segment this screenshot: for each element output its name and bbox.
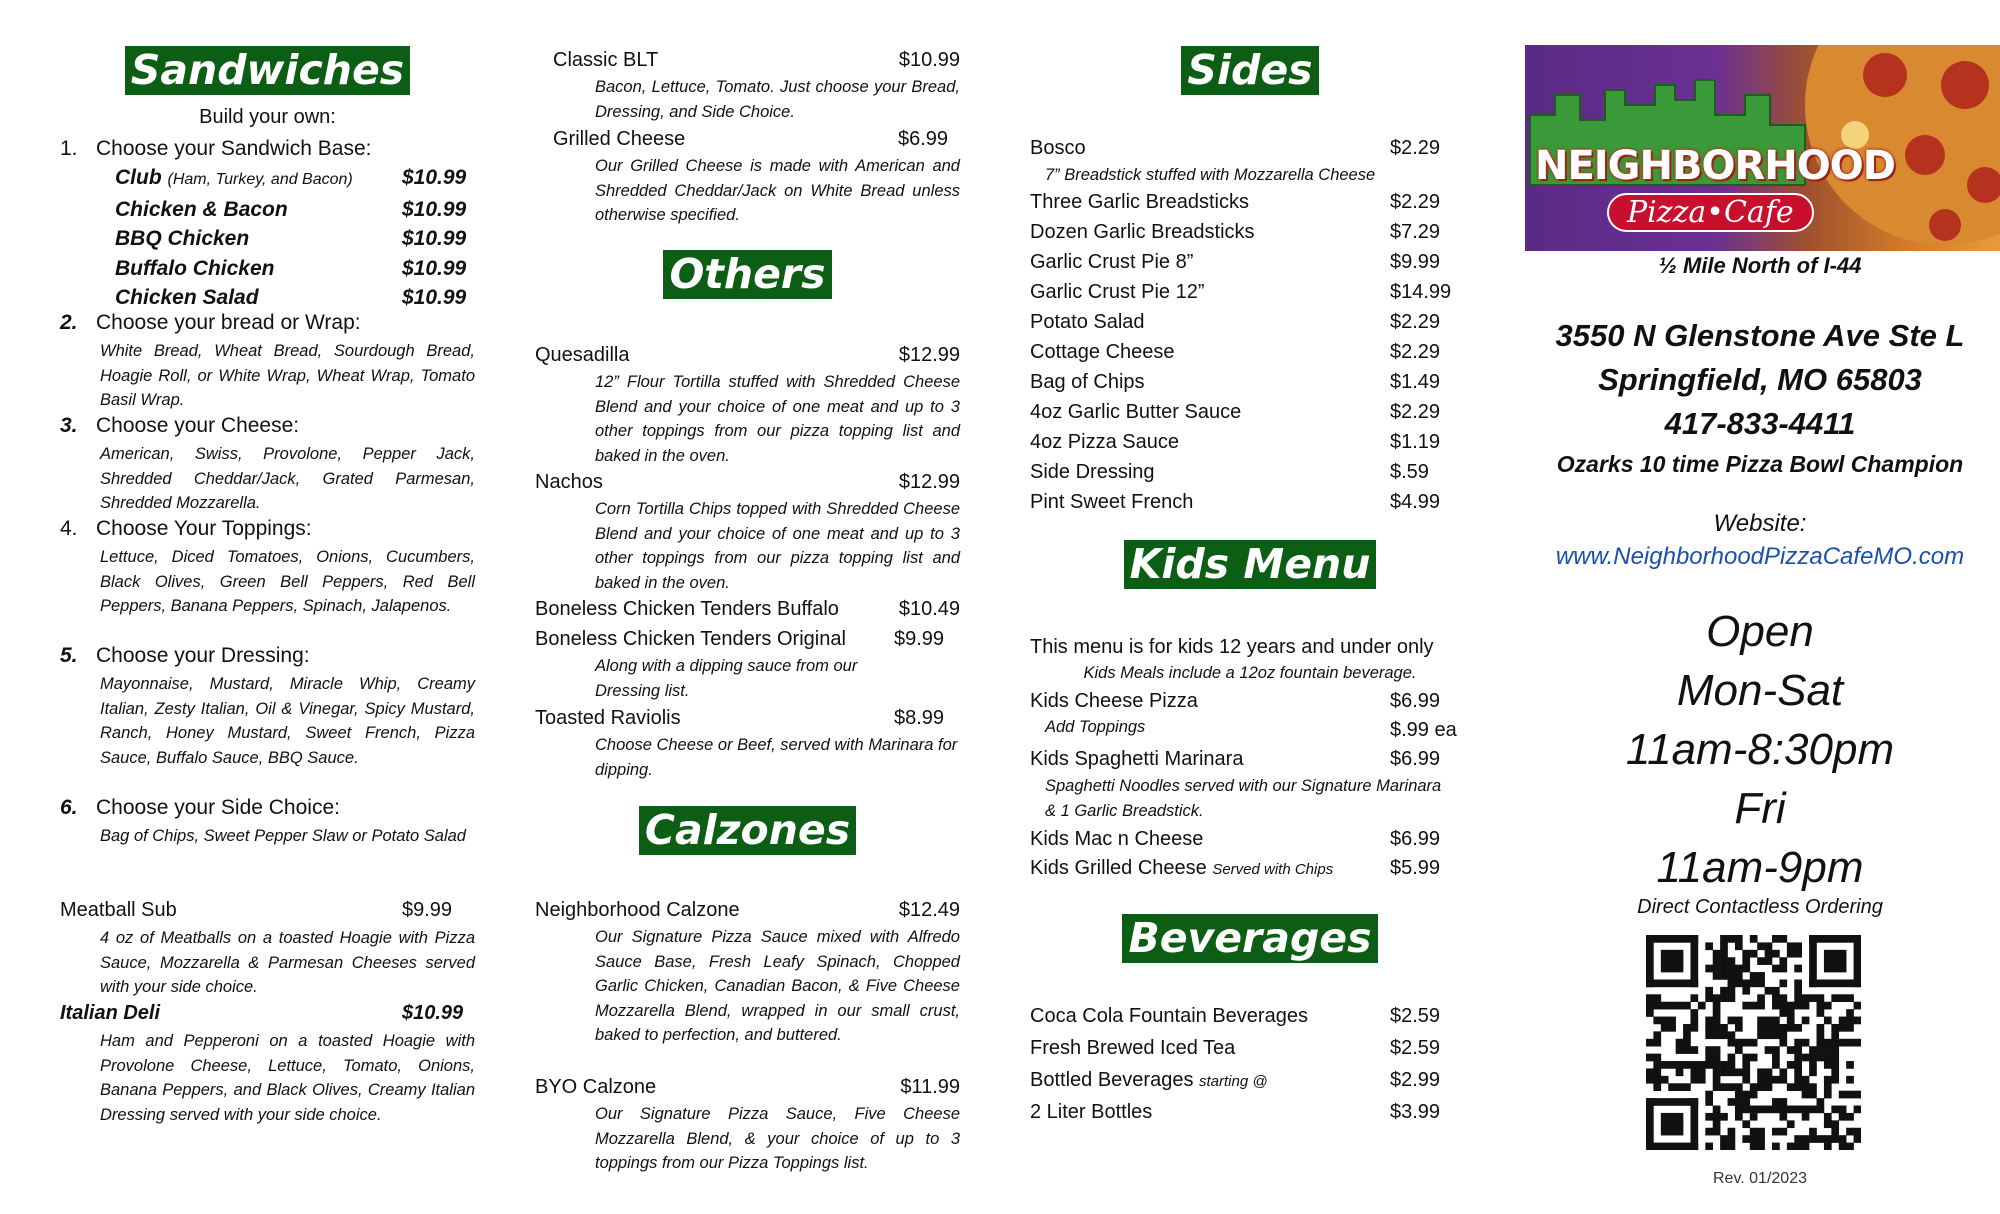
champion-note: Ozarks 10 time Pizza Bowl Champion <box>1556 451 1964 477</box>
kids-note: This menu is for kids 12 years and under only <box>1030 636 1434 658</box>
raviolis-desc: Choose Cheese or Beef, served with Marinara for dipping. <box>595 736 958 779</box>
side-item-bosco: Bosco $2.29 <box>1030 137 1441 159</box>
kids-spaghetti: Kids Spaghetti Marinara $6.99 <box>1030 748 1441 770</box>
sandwiches-header: Sandwiches <box>125 46 410 95</box>
hours-fri-time: 11am-9pm <box>1656 843 1864 892</box>
step-2: 2. Choose your bread or Wrap: <box>60 311 361 334</box>
address-line-2: Springfield, MO 65803 <box>1598 362 1922 397</box>
build-your-own: Build your own: <box>199 106 336 128</box>
restaurant-logo <box>1525 45 2000 251</box>
calzones-header: Calzones <box>639 806 856 855</box>
menu-item-byo-calzone: BYO Calzone $11.99 <box>535 1076 960 1098</box>
meatball-desc: 4 oz of Meatballs on a toasted Hoagie with Pizza Sauce, Mozzarella & Parmesan Cheeses served with your side choice. <box>100 929 475 996</box>
address-line-1: 3550 N Glenstone Ave Ste L <box>1555 318 1965 353</box>
step-4: 4. Choose Your Toppings: <box>60 517 312 540</box>
menu-item-nachos: Nachos $12.99 <box>535 471 960 493</box>
step-1: 1. Choose your Sandwich Base: <box>60 137 372 160</box>
beverage-item: Fresh Brewed Iced Tea $2.59 <box>1030 1037 1441 1059</box>
others-header: Others <box>663 250 831 299</box>
step-6: 6. Choose your Side Choice: <box>60 796 340 819</box>
side-item: Three Garlic Breadsticks $2.29 <box>1030 191 1441 213</box>
hours-days: Mon-Sat <box>1676 666 1844 715</box>
beverage-item: Coca Cola Fountain Beverages $2.59 <box>1030 1005 1441 1027</box>
menu-item-tenders-buffalo: Boneless Chicken Tenders Buffalo $10.49 <box>535 598 960 620</box>
hours-fri: Fri <box>1734 784 1786 833</box>
nachos-desc: Corn Tortilla Chips topped with Shredded Cheese Blend and your choice of one meat and up to 3 other toppings from our pizza topping list and baked in the oven. <box>595 500 960 592</box>
meatball-sub: Meatball Sub $9.99 <box>60 899 453 921</box>
sides-header: Sides <box>1181 46 1318 95</box>
qr-code[interactable] <box>1646 935 1861 1150</box>
location-note: ½ Mile North of I-44 <box>1658 253 1862 278</box>
kids-menu-header: Kids Menu <box>1124 540 1377 589</box>
step-5-desc: Mayonnaise, Mustard, Miracle Whip, Creamy Italian, Zesty Italian, Oil & Vinegar, Spicy Mustard, Ranch, Honey Mustard, Sweet French, Pizza Sauce, Buffalo Sauce, BBQ Sauce. <box>100 675 475 767</box>
tenders-desc: Along with a dipping sauce from our Dressing list. <box>595 657 858 700</box>
sides-column <box>1030 0 1470 1214</box>
menu-item-toasted-raviolis: Toasted Raviolis $8.99 <box>535 707 945 729</box>
menu-item-blt: Classic BLT $10.99 <box>553 49 960 71</box>
menu-item-neighborhood-calzone: Neighborhood Calzone $12.49 <box>535 899 960 921</box>
base-list <box>60 163 475 313</box>
menu-item-tenders-original: Boneless Chicken Tenders Original $9.99 <box>535 628 945 650</box>
contactless-note: Direct Contactless Ordering <box>1637 896 1883 918</box>
side-item: Cottage Cheese $2.29 <box>1030 341 1441 363</box>
kids-cheese-pizza: Kids Cheese Pizza $6.99 <box>1030 690 1441 712</box>
step-3-desc: American, Swiss, Provolone, Pepper Jack, Shredded Cheddar/Jack, Grated Parmesan, Shredded Mozzarella. <box>100 445 475 512</box>
website-label: Website: <box>1713 510 1807 537</box>
beverage-item: Bottled Beverages starting @ $2.99 <box>1030 1069 1441 1091</box>
sandwiches-column <box>60 0 475 1214</box>
step-5: 5. Choose your Dressing: <box>60 644 310 667</box>
side-item: Garlic Crust Pie 12” $14.99 <box>1030 281 1452 303</box>
hours-open: Open <box>1706 607 1814 656</box>
side-item: Pint Sweet French $4.99 <box>1030 491 1441 513</box>
italian-desc: Ham and Pepperoni on a toasted Hoagie with Provolone Cheese, Lettuce, Tomato, Onions, Banana Peppers, and Black Olives, Creamy Italian Dressing served with your side choice. <box>100 1032 475 1124</box>
side-item: Bag of Chips $1.49 <box>1030 371 1441 393</box>
step-2-desc: White Bread, Wheat Bread, Sourdough Bread, Hoagie Roll, or White Wrap, Wheat Wrap, Tomato Basil Wrap. <box>100 342 475 409</box>
kids-add-toppings: Add Toppings $.99 ea <box>1045 718 1457 741</box>
byo-calzone-desc: Our Signature Pizza Sauce, Five Cheese Mozzarella Blend, & your choice of up to 3 toppings from our Pizza Toppings list. <box>595 1105 960 1172</box>
logo-word: NEIGHBORHOOD <box>1535 143 1895 189</box>
base-item: BBQ Chicken $10.99 <box>115 227 467 250</box>
neighborhood-calzone-desc: Our Signature Pizza Sauce mixed with Alfredo Sauce Base, Fresh Leafy Spinach, Chopped Garlic Chicken, Canadian Bacon, & Five Cheese Mozzarella Blend, wrapped in our small crust, baked to perfection, and buttered. <box>595 928 960 1044</box>
sides-list <box>1030 187 1470 517</box>
grilled-cheese-desc: Our Grilled Cheese is made with American and Shredded Cheddar/Jack on White Bread unless otherwise specified. <box>595 157 960 224</box>
italian-deli: Italian Deli $10.99 <box>60 1002 464 1024</box>
side-item: Side Dressing $.59 <box>1030 461 1429 483</box>
step-6-desc: Bag of Chips, Sweet Pepper Slaw or Potato Salad <box>100 827 466 845</box>
base-item: Buffalo Chicken $10.99 <box>115 256 467 280</box>
kids-mac-n-cheese: Kids Mac n Cheese $6.99 <box>1030 828 1441 850</box>
others-column <box>535 0 960 1214</box>
base-item: Chicken Salad $10.99 <box>115 286 467 309</box>
revision-note: Rev. 01/2023 <box>1713 1170 1807 1187</box>
side-item: Potato Salad $2.29 <box>1030 311 1441 333</box>
base-item: Chicken & Bacon $10.99 <box>115 197 467 221</box>
base-item: Club (Ham, Turkey, and Bacon) $10.99 <box>115 166 467 189</box>
blt-desc: Bacon, Lettuce, Tomato. Just choose your Bread, Dressing, and Side Choice. <box>595 78 960 121</box>
step-4-desc: Lettuce, Diced Tomatoes, Onions, Cucumbers, Black Olives, Green Bell Peppers, Red Bell Peppers, Banana Peppers, Spinach, Jalapenos. <box>100 548 475 615</box>
hours-time: 11am-8:30pm <box>1625 725 1895 774</box>
menu-item-quesadilla: Quesadilla $12.99 <box>535 344 960 366</box>
beverage-item: 2 Liter Bottles $3.99 <box>1030 1101 1441 1123</box>
side-item: 4oz Garlic Butter Sauce $2.29 <box>1030 401 1441 423</box>
quesadilla-desc: 12” Flour Tortilla stuffed with Shredded Cheese Blend and your choice of one meat and up to 3 other toppings from our pizza topping list and baked in the oven. <box>595 373 960 465</box>
website-link[interactable]: www.NeighborhoodPizzaCafeMO.com <box>1555 543 1965 570</box>
bosco-desc: 7” Breadstick stuffed with Mozzarella Cheese <box>1045 166 1376 184</box>
kids-subnote: Kids Meals include a 12oz fountain beverage. <box>1083 664 1417 682</box>
kids-spaghetti-desc: Spaghetti Noodles served with our Signature Marinara & 1 Garlic Breadstick. <box>1045 777 1442 820</box>
phone-number[interactable]: 417-833-4411 <box>1664 406 1856 441</box>
logo-sub: Pizza•Cafe <box>1607 193 1814 232</box>
kids-grilled-cheese: Kids Grilled Cheese Served with Chips $5.99 <box>1030 857 1441 879</box>
side-item: Garlic Crust Pie 8” $9.99 <box>1030 251 1441 273</box>
beverages-header: Beverages <box>1122 914 1377 963</box>
side-item: 4oz Pizza Sauce $1.19 <box>1030 431 1441 453</box>
beverages-list <box>1030 1001 1470 1129</box>
step-3: 3. Choose your Cheese: <box>60 414 300 437</box>
info-column <box>1520 0 2000 1214</box>
side-item: Dozen Garlic Breadsticks $7.29 <box>1030 221 1441 243</box>
hours-block <box>1520 602 2000 897</box>
menu-item-grilled-cheese: Grilled Cheese $6.99 <box>553 128 949 150</box>
